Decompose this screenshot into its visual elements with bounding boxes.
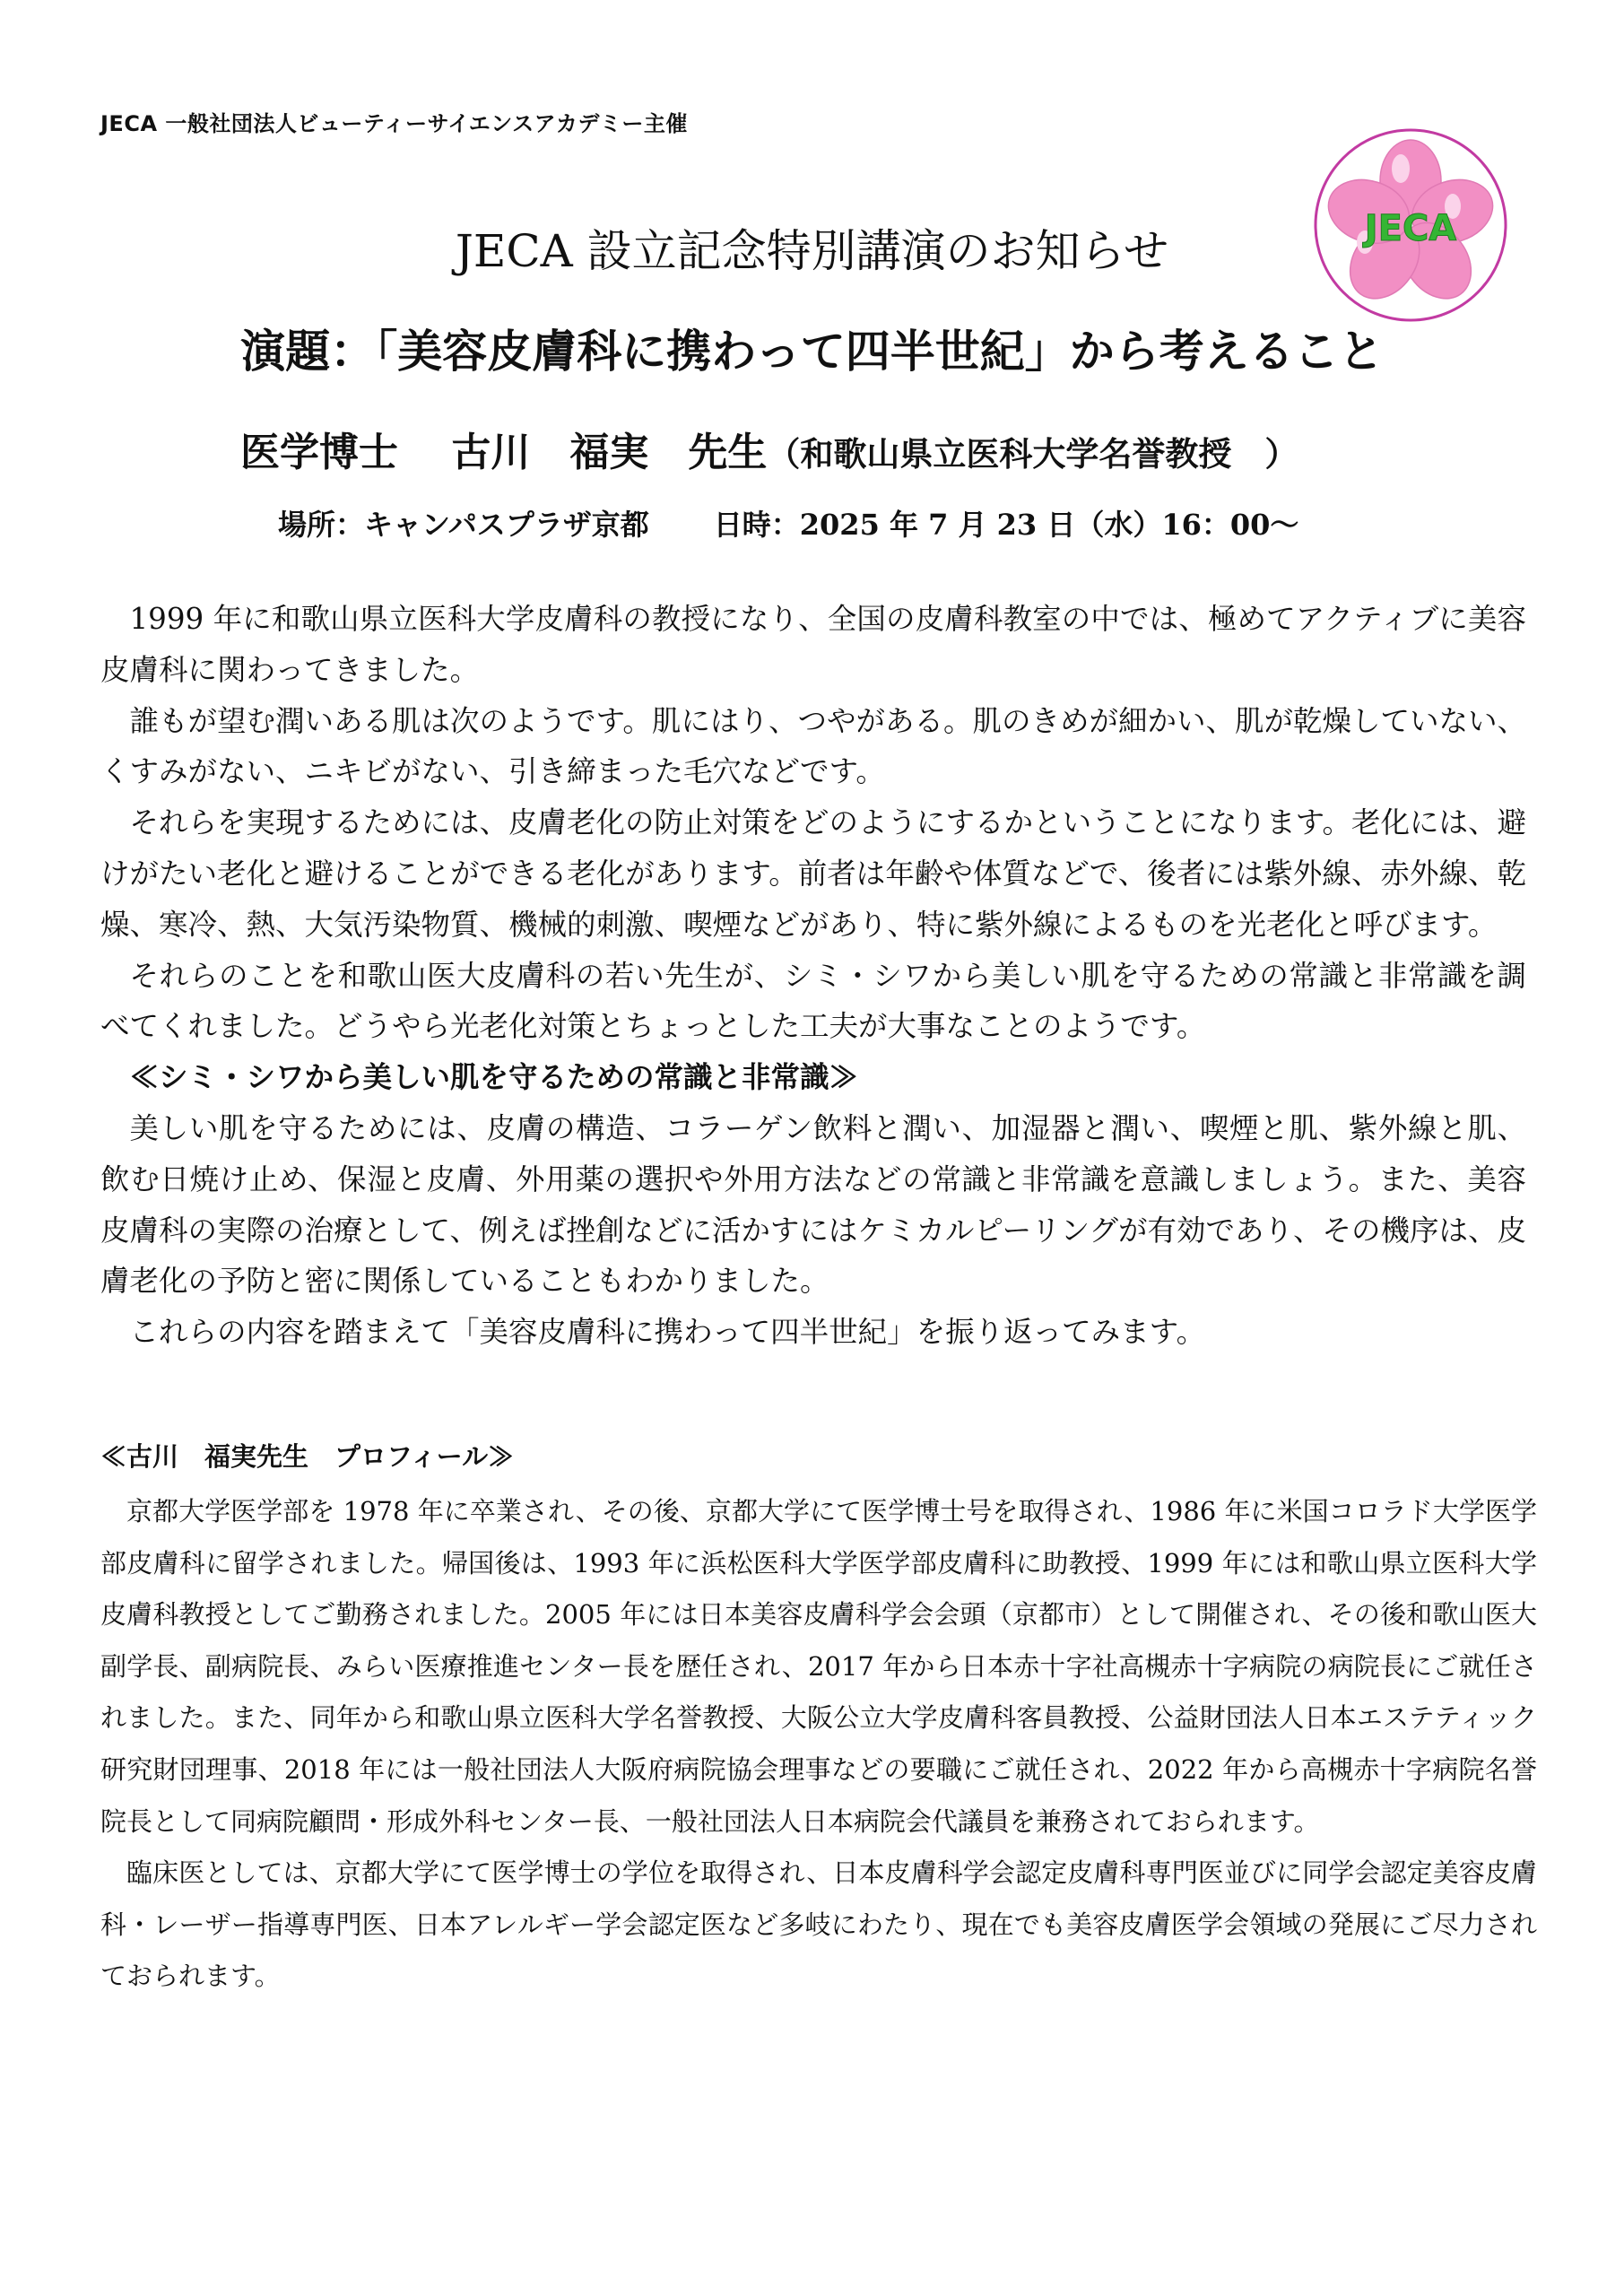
body-paragraph: それらを実現するためには、皮膚老化の防止対策をどのようにするかということになります。老化には、避けがたい老化と避けることができる老化があります。前者は年齢や体質などで、後者には紫外線、赤外線、乾燥、寒冷、熱、大気汚染物質、機械的刺激、喫煙などがあり、特に紫外線によるものを光老化と呼びます。 xyxy=(100,805,1526,942)
body-paragraph: それらのことを和歌山医大皮膚科の若い先生が、シミ・シワから美しい肌を守るための常識と非常識を調べてくれました。どうやら光老化対策とちょっとした工夫が大事なことのようです。 xyxy=(100,958,1526,1044)
lecture-description xyxy=(100,594,1526,1358)
speaker-title: 医学博士 xyxy=(240,430,398,475)
body-paragraph: これらの内容を踏まえて「美容皮膚科に携わって四半世紀」を振り返ってみます。 xyxy=(129,1315,1206,1350)
profile-paragraph: 臨床医としては、京都大学にて医学博士の学位を取得され、日本皮膚科学会認定皮膚科専門医並びに同学会認定美容皮膚科・レーザー指導専門医、日本アレルギー学会認定医など多岐にわたり、現在でも美容皮膚医学会領域の発展にご尽力されておられます。 xyxy=(100,1857,1537,1992)
event-info xyxy=(278,502,1298,544)
page-title: JECA 設立記念特別講演のお知らせ xyxy=(455,225,1169,277)
speaker-name: 古川 福実 先生 xyxy=(451,430,768,475)
speaker-line xyxy=(240,420,1298,477)
body-paragraph: 1999 年に和歌山県立医科大学皮膚科の教授になり、全国の皮膚科教室の中では、極めてアクティブに美容皮膚科に関わってきました。 xyxy=(100,602,1526,687)
logo-text: JECA xyxy=(1364,208,1457,249)
speaker-affiliation: （和歌山県立医科大学名誉教授 ） xyxy=(767,434,1298,474)
organizer-line: JECA 一般社団法人ビューティーサイエンスアカデミー主催 xyxy=(100,111,688,136)
profile-text xyxy=(100,1486,1537,2003)
profile-heading: ≪古川 福実先生 プロフィール≫ xyxy=(100,1441,515,1472)
profile-paragraph: 京都大学医学部を 1978 年に卒業され、その後、京都大学にて医学博士号を取得され、1986 年に米国コロラド大学医学部皮膚科に留学されました。帰国後は、1993 年に浜松医科大学医学部皮膚科に助教授、1999 年には和歌山県立医科大学皮膚科教授としてご勤務されました。2005 年には日本美容皮膚科学会会頭（京都市）として開催され、その後和歌山医大副学長、副病院長、みらい医療推進センター長を歴任され、2017 年から日本赤十字社高槻赤十字病院の病院長にご就任されました。また、同年から和歌山県立医科大学名誉教授、大阪公立大学皮膚科客員教授、公益財団法人日本エステティック研究財団理事、2018 年には一般社団法人大阪府病院協会理事などの要職にご就任され、2022 年から高槻赤十字病院名誉院長として同病院顧問・形成外科センター長、一般社団法人日本病院会代議員を兼務されておられます。 xyxy=(100,1496,1537,1837)
event-datetime: 日時：2025 年 7 月 23 日（水）16：00～ xyxy=(713,508,1299,542)
body-section-heading: ≪シミ・シワから美しい肌を守るための常識と非常識≫ xyxy=(129,1059,859,1095)
body-paragraph: 誰もが望む潤いある肌は次のようです。肌にはり、つやがある。肌のきめが細かい、肌が乾燥していない、くすみがない、ニキビがない、引き締まった毛穴などです。 xyxy=(100,703,1526,789)
event-venue: 場所：キャンパスプラザ京都 xyxy=(278,508,649,542)
lecture-subject: 演題：「美容皮膚科に携わって四半世紀」から考えること xyxy=(240,325,1384,378)
body-paragraph: 美しい肌を守るためには、皮膚の構造、コラーゲン飲料と潤い、加湿器と潤い、喫煙と肌、紫外線と肌、飲む日焼け止め、保湿と皮膚、外用薬の選択や外用方法などの常識と非常識を意識しましょう。また、美容皮膚科の実際の治療として、例えば挫創などに活かすにはケミカルピーリングが有効であり、その機序は、皮膚老化の予防と密に関係していることもわかりました。 xyxy=(100,1110,1526,1299)
